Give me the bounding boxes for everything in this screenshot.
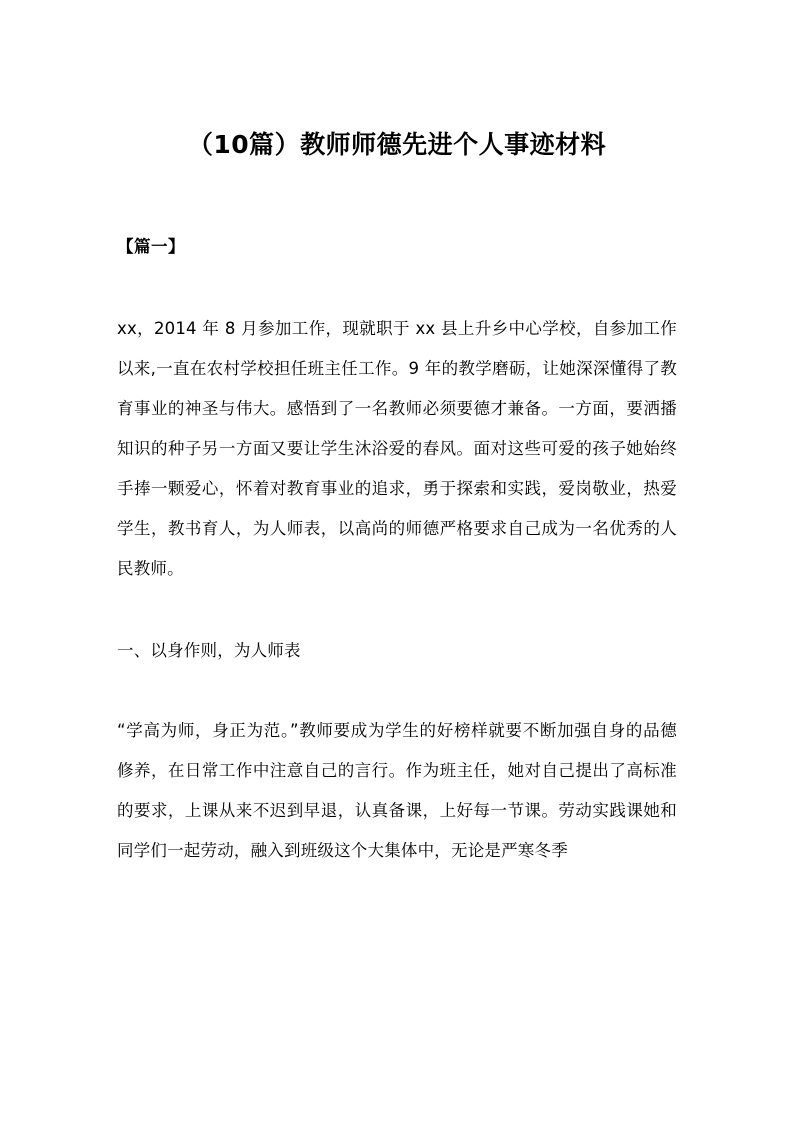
section-label: 【篇一】 — [117, 236, 185, 256]
subheading-one: 一、以身作则，为人师表 — [117, 640, 301, 660]
page-title: （10篇）教师师德先进个人事迹材料 — [187, 130, 607, 159]
body-paragraph: xx，2014 年 8 月参加工作，现就职于 xx 县上升乡中心学校，自参加工作以来,一直在农村学校担任班主任工作。9 年的教学磨砺，让她深深懂得了教育事业的神圣与伟大。感悟到了一名教师必须要德才兼备。一方面，要洒播知识的种子另一方面又要让学生沐浴爱的春风。面对这些可爱的孩子她始终手捧一颗爱心，怀着对教育事业的追求，勇于探索和实践，爱岗敬业，热爱学生，教书育人，为人师表，以高尚的师德严格要求自己成为一名优秀的人民教师。 — [117, 318, 677, 578]
document-content — [117, 0, 677, 871]
body-paragraph: “学高为师，身正为范。”教师要成为学生的好榜样就要不断加强自身的品德修养，在日常工作中注意自己的言行。作为班主任，她对自己提出了高标准的要求，上课从来不迟到早退，认真备课，上好每一节课。劳动实践课她和同学们一起劳动，融入到班级这个大集体中，无论是严寒冬季 — [117, 720, 677, 860]
